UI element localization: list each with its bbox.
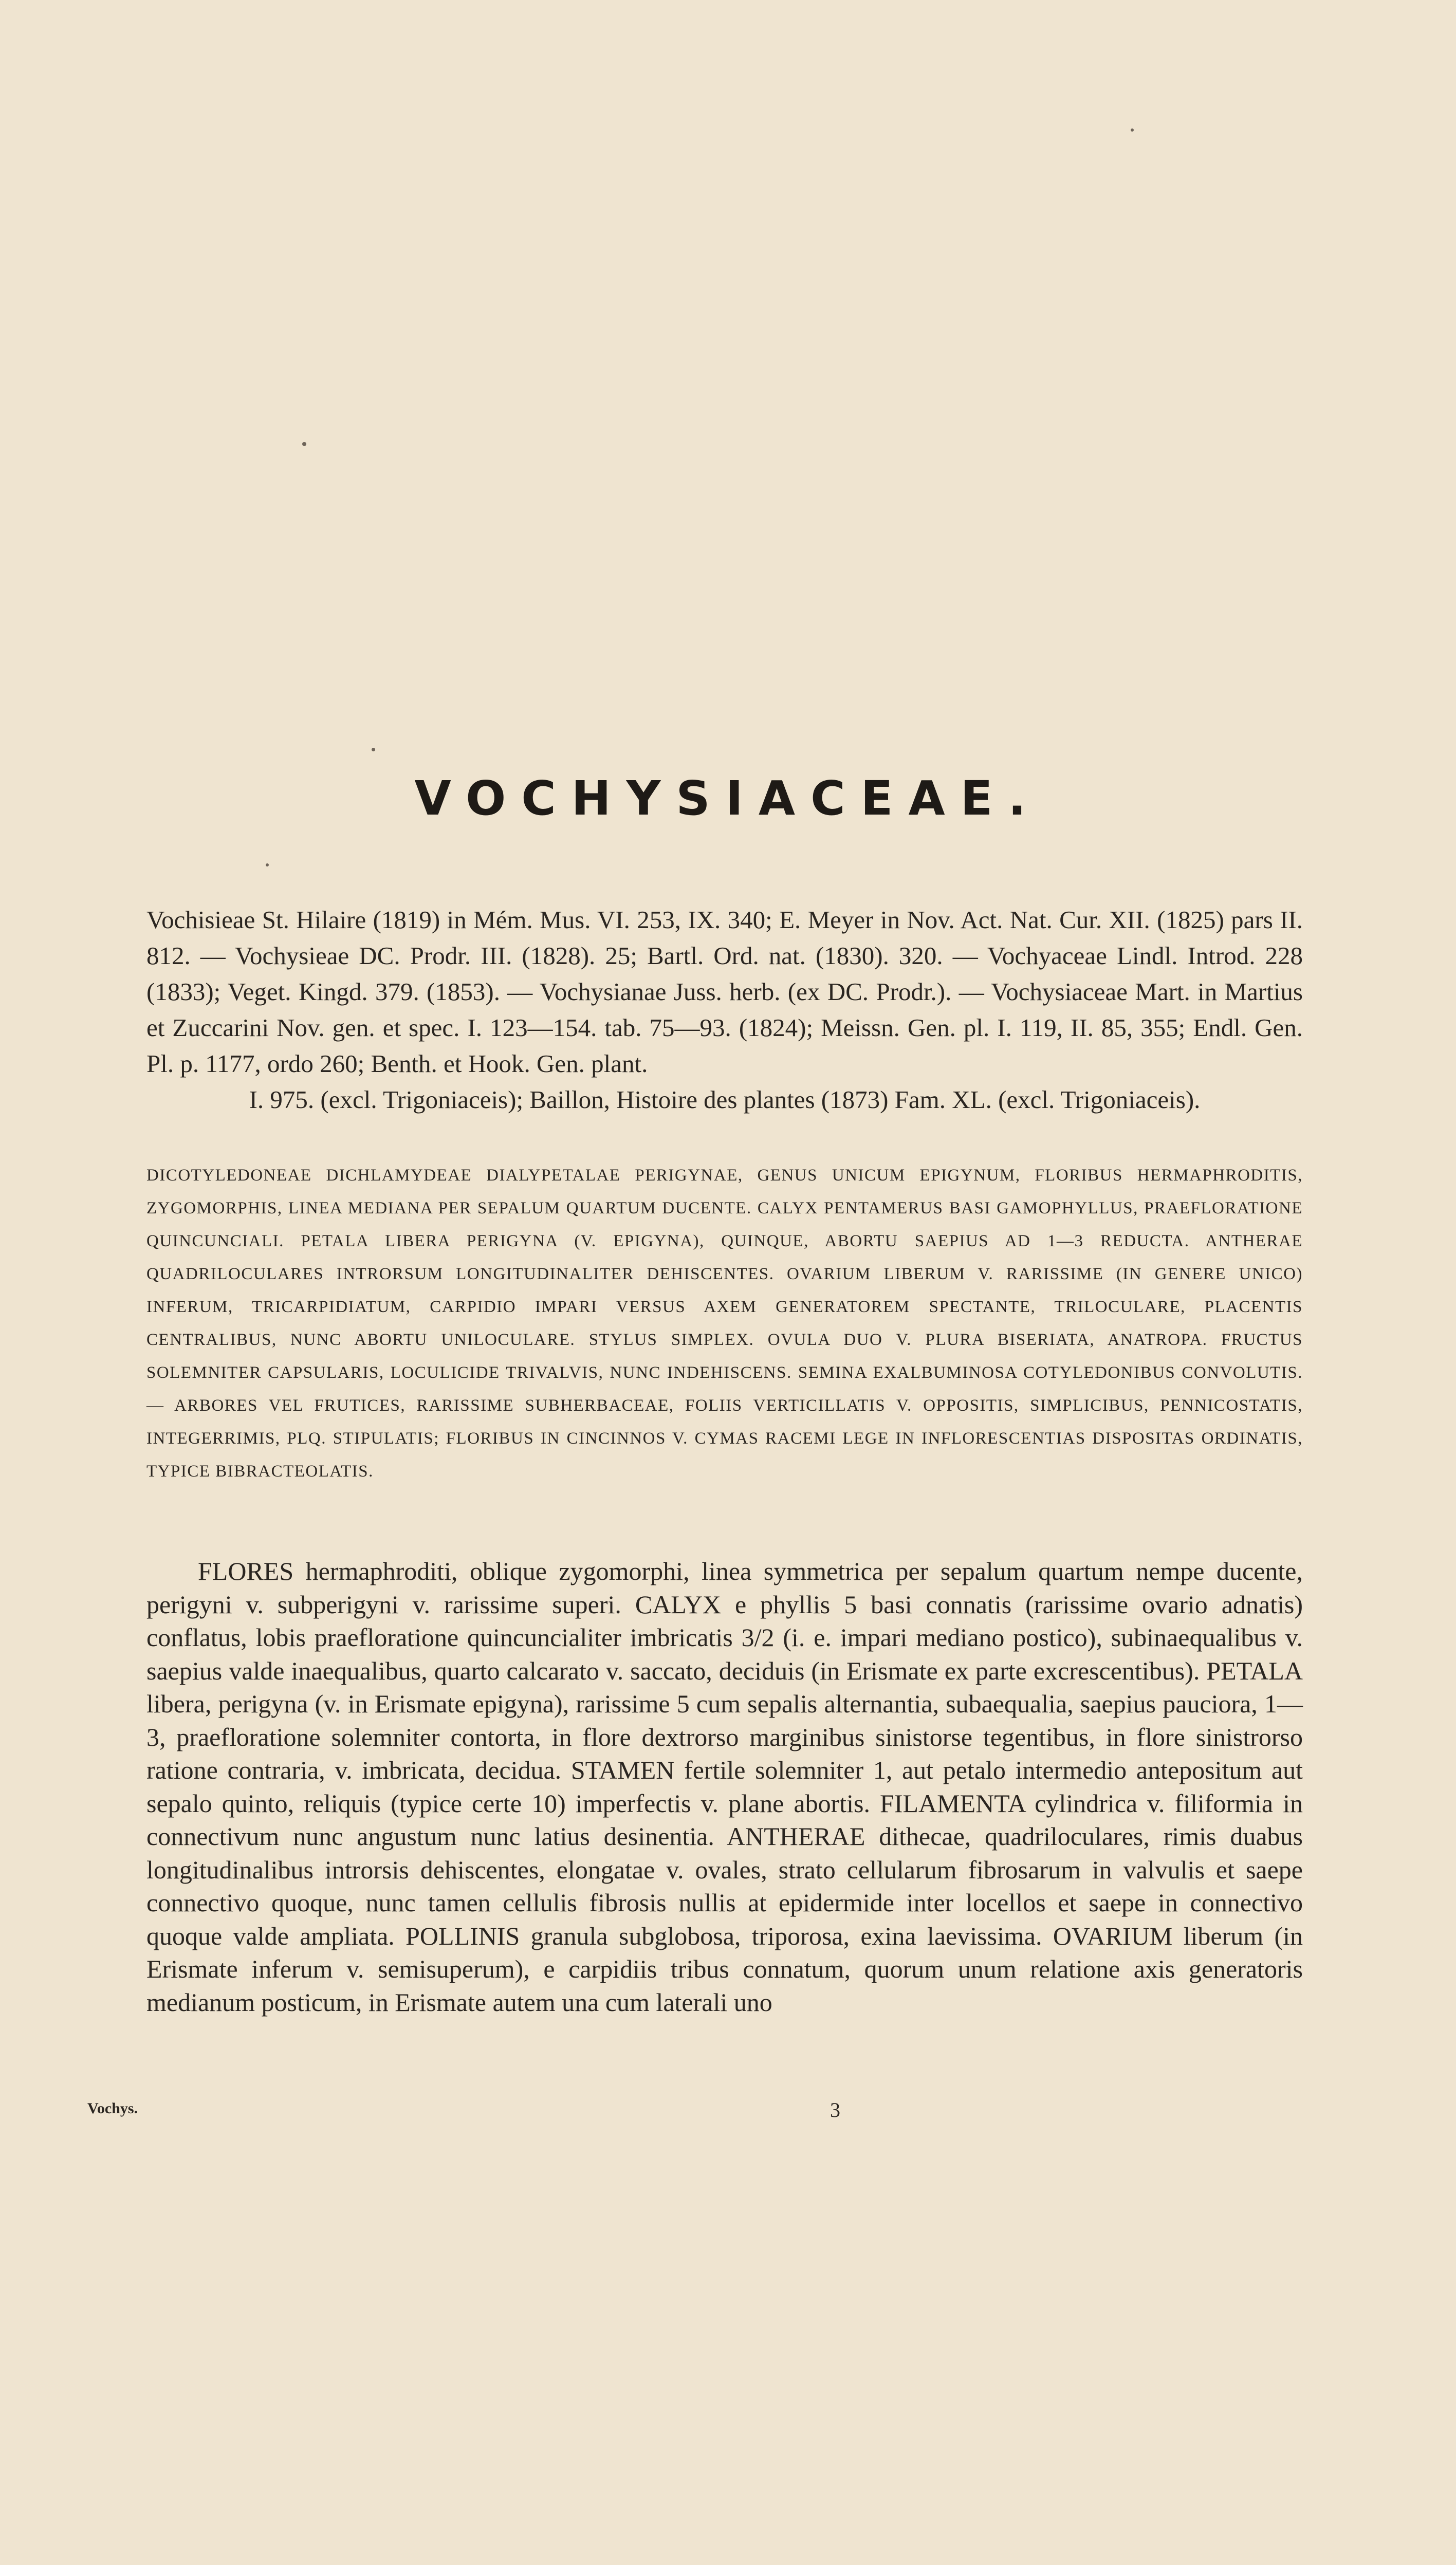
synonymy-text-last: I. 975. (excl. Trigoniaceis); Baillon, Histoire des plantes (1873) Fam. XL. (excl. Trigoniaceis). bbox=[249, 1085, 1201, 1114]
paper-speck bbox=[372, 748, 375, 751]
synonymy-block bbox=[146, 902, 1303, 1118]
family-title: VOCHYSIACEAE. bbox=[414, 771, 1042, 826]
paper-speck bbox=[266, 863, 269, 866]
description-paragraph: FLORES hermaphroditi, oblique zygomorphi, linea symmetrica per sepalum quartum nempe ducente, perigyni v. subperigyni v. rarissime superi. CALYX e phyllis 5 basi connatis (rarissime ovario adnatis) conflatus, lobis praefloratione quincuncialiter imbricatis 3/2 (i. e. impari mediano postico), subinaequalibus v. saepius valde inaequalibus, quarto calcarato v. saccato, deciduis (in Erismate ex parte excrescentibus). PETALA libera, perigyna (v. in Erismate epigyna), rarissime 5 cum sepalis alternantia, subaequalia, saepius pauciora, 1—3, praefloratione solemniter contorta, in flore dextrorso marginibus sinistorse tegentibus, in flore sinistrorso ratione contraria, v. imbricata, decidua. STAMEN fertile solemniter 1, aut petalo intermedio antepositum aut sepalo quinto, reliquis (typice certe 10) imperfectis v. plane abortis. FILAMENTA cylindrica v. filiformia in connectivum nunc angustum nunc latius desinentia. ANTHERAE dithecae, quadriloculares, rimis duabus longitudinalibus introrsis dehiscentes, elongatae v. ovales, strato cellularum fibrosarum in valvulis et saepe connectivo quoque, nunc tamen cellulis fibrosis nullis at epidermide inter locellos et saepe in connectivo quoque valde ampliata. POLLINIS granula subglobosa, triporosa, exina laevissima. OVARIUM liberum (in Erismate inferum v. semisuperum), e carpidiis tribus connatum, quorum unum relatione axis generatoris medianum posticum, in Erismate autem una cum laterali uno bbox=[146, 1557, 1303, 2017]
page-number: 3 bbox=[830, 2098, 840, 2121]
paper-speck bbox=[1131, 128, 1134, 132]
synonymy-text: Vochisieae St. Hilaire (1819) in Mém. Mus. VI. 253, IX. 340; E. Meyer in Nov. Act. Nat. Cur. XII. (1825) pars II. 812. — Vochysieae DC. Prodr. III. (1828). 25; Bartl. Ord. nat. (1830). 320. — Vochyaceae Lindl. Introd. 228 (1833); Veget. Kingd. 379. (1853). — Vochysianae Juss. herb. (ex DC. Prodr.). — Vochysiaceae Mart. in Martius et Zuccarini Nov. gen. et spec. I. 123—154. tab. 75—93. (1824); Meissn. Gen. pl. I. 119, II. 85, 355; Endl. Gen. Pl. p. 1177, ordo 260; Benth. et Hook. Gen. plant. bbox=[146, 906, 1303, 1078]
paper-speck bbox=[302, 442, 306, 446]
signature-mark: Vochys. bbox=[87, 2100, 138, 2117]
family-diagnosis: DICOTYLEDONEAE DICHLAMYDEAE DIALYPETALAE PERIGYNAE, GENUS UNICUM EPIGYNUM, FLORIBUS HERMAPHRODITIS, ZYGOMORPHIS, LINEA MEDIANA PER SEPALUM QUARTUM DUCENTE. CALYX PENTAMERUS BASI GAMOPHYLLUS, PRAEFLORATIONE QUINCUNCIALI. PETALA LIBERA PERIGYNA (V. EPIGYNA), QUINQUE, ABORTU SAEPIUS AD 1—3 REDUCTA. ANTHERAE QUADRILOCULARES INTRORSUM LONGITUDINALITER DEHISCENTES. OVARIUM LIBERUM V. RARISSIME (IN GENERE UNICO) INFERUM, TRICARPIDIATUM, CARPIDIO IMPARI VERSUS AXEM GENERATOREM SPECTANTE, TRILOCULARE, PLACENTIS CENTRALIBUS, NUNC ABORTU UNILOCULARE. STYLUS SIMPLEX. OVULA DUO V. PLURA BISERIATA, ANATROPA. FRUCTUS SOLEMNITER CAPSULARIS, LOCULICIDE TRIVALVIS, NUNC INDEHISCENS. SEMINA EXALBUMINOSA COTYLEDONIBUS CONVOLUTIS. — ARBORES VEL FRUTICES, RARISSIME SUBHERBACEAE, FOLIIS VERTICILLATIS V. OPPOSITIS, SIMPLICIBUS, PENNICOSTATIS, INTEGERRIMIS, PLQ. STIPULATIS; FLORIBUS IN CINCINNOS V. CYMAS RACEMI LEGE IN INFLORESCENTIAS DISPOSITAS ORDINATIS, TYPICE BIBRACTEOLATIS. bbox=[146, 1166, 1303, 1481]
description-body bbox=[146, 1555, 1303, 2019]
